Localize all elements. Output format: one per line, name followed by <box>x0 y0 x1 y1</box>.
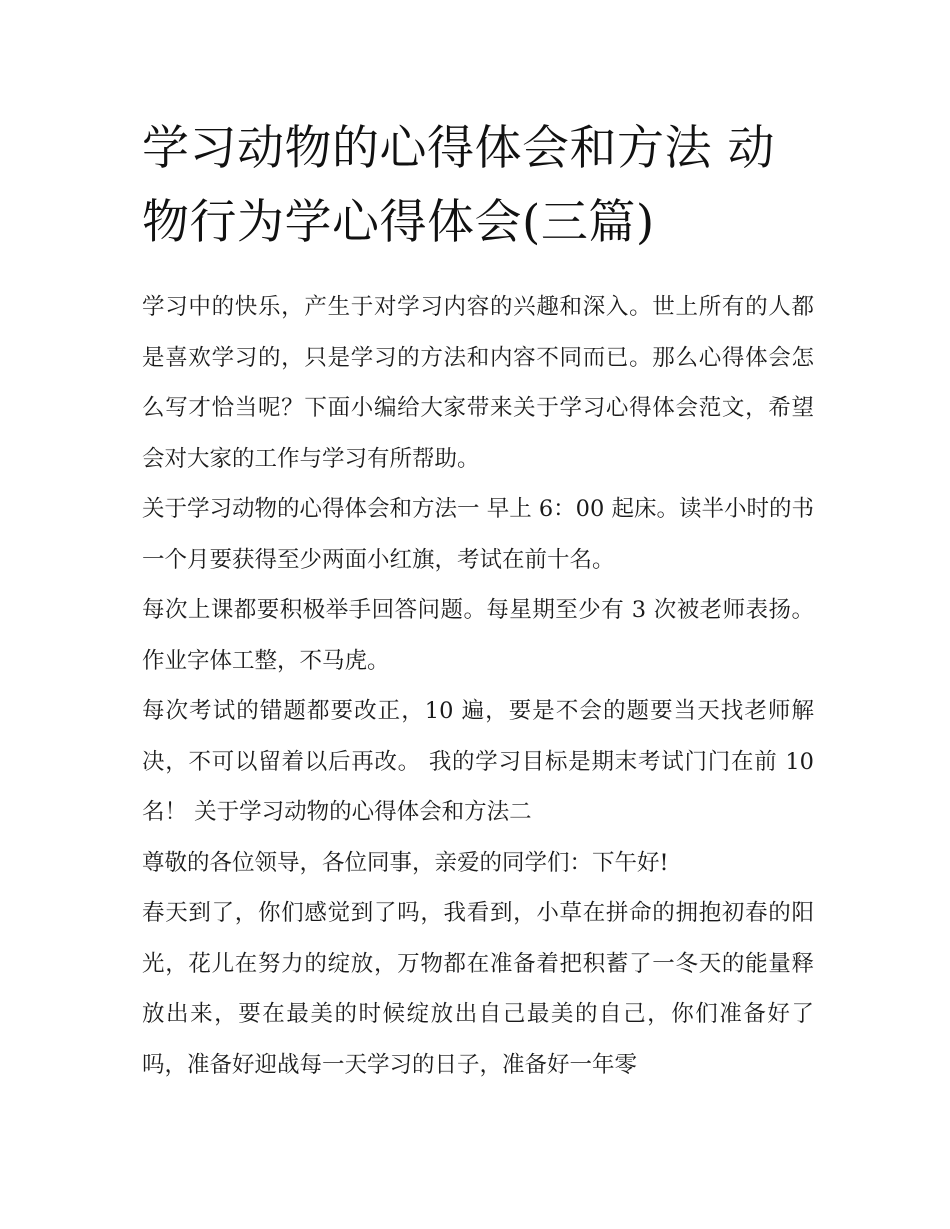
paragraph-spring: 春天到了，你们感觉到了吗，我看到，小草在拼命的拥抱初春的阳光，花儿在努力的绽放，万物都在准备着把积蓄了一冬天的能量释放出来，要在最美的时候绽放出自己最美的自己，你们准备好了吗，准备好迎战每一天学习的日子，准备好一年零 <box>142 900 814 1078</box>
document-body <box>142 112 814 1090</box>
paragraph-list <box>142 282 814 1090</box>
paragraph-method-one: 关于学习动物的心得体会和方法一 早上 6：00 起床。读半小时的书 一个月要获得至少两面小红旗，考试在前十名。 <box>142 496 814 573</box>
paragraph-exam-goal: 每次考试的错题都要改正，10 遍，要是不会的题要当天找老师解决，不可以留着以后再改。 我的学习目标是期末考试门门在前 10 名！ 关于学习动物的心得体会和方法二 <box>142 698 814 825</box>
paragraph-greeting: 尊敬的各位领导，各位同事，亲爱的同学们：下午好! <box>142 849 669 876</box>
document-title: 学习动物的心得体会和方法 动物行为学心得体会(三篇) <box>142 121 775 250</box>
paragraph-intro: 学习中的快乐，产生于对学习内容的兴趣和深入。世上所有的人都是喜欢学习的，只是学习的方法和内容不同而已。那么心得体会怎么写才恰当呢？下面小编给大家带来关于学习心得体会范文，希望会对大家的工作与学习有所帮助。 <box>142 294 814 472</box>
paragraph-class-goal: 每次上课都要积极举手回答问题。每星期至少有 3 次被老师表扬。 作业字体工整，不马虎。 <box>142 597 814 674</box>
